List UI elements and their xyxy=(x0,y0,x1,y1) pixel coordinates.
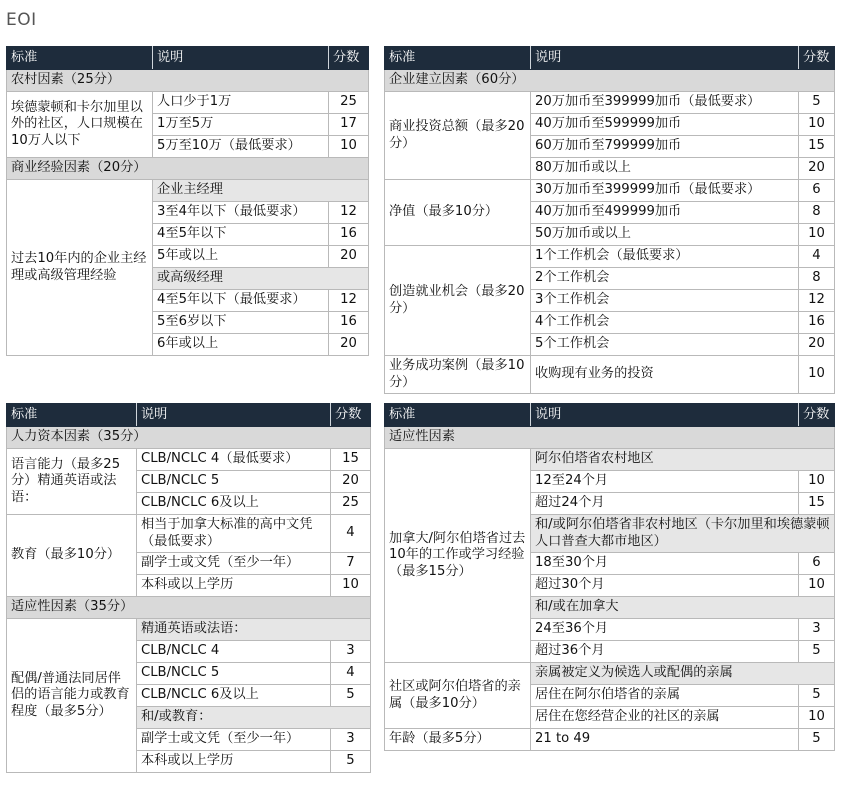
networth-pts: 8 xyxy=(799,202,835,224)
success-pts: 10 xyxy=(799,356,835,394)
networth-pts: 10 xyxy=(799,224,835,246)
spouse-language-desc: CLB/NCLC 6及以上 xyxy=(137,685,331,707)
header-points: 分数 xyxy=(329,47,369,70)
rural-desc: 人口少于1万 xyxy=(153,92,329,114)
jobs-desc: 5个工作机会 xyxy=(531,334,799,356)
nonrural-alberta-desc: 超过30个月 xyxy=(531,575,799,597)
success-criterion: 业务成功案例（最多10分） xyxy=(385,356,531,394)
nonrural-alberta-pts: 10 xyxy=(799,575,835,597)
jobs-pts: 8 xyxy=(799,268,835,290)
senior-pts: 20 xyxy=(329,334,369,356)
education-pts: 4 xyxy=(331,515,371,553)
jobs-pts: 12 xyxy=(799,290,835,312)
investment-desc: 80万加币或以上 xyxy=(531,158,799,180)
section-human-capital: 人力资本因素（35分） xyxy=(7,427,371,449)
senior-pts: 12 xyxy=(329,290,369,312)
table-human-capital xyxy=(6,403,371,773)
rural-alberta-subheading: 阿尔伯塔省农村地区 xyxy=(531,449,835,471)
rural-alberta-desc: 12至24个月 xyxy=(531,471,799,493)
nonrural-alberta-subheading: 和/或阿尔伯塔省非农村地区（卡尔加里和埃德蒙顿人口普查大都市地区） xyxy=(531,515,835,553)
rural-desc: 1万至5万 xyxy=(153,114,329,136)
education-pts: 10 xyxy=(331,575,371,597)
rural-desc: 5万至10万（最低要求） xyxy=(153,136,329,158)
spouse-education-pts: 3 xyxy=(331,729,371,751)
spouse-language-pts: 4 xyxy=(331,663,371,685)
networth-desc: 40万加币至499999加币 xyxy=(531,202,799,224)
work-experience-criterion: 加拿大/阿尔伯塔省过去10年的工作或学习经验（最多15分） xyxy=(385,449,531,663)
page-title: EOI xyxy=(6,10,37,30)
jobs-desc: 1个工作机会（最低要求） xyxy=(531,246,799,268)
investment-pts: 10 xyxy=(799,114,835,136)
owner-pts: 16 xyxy=(329,224,369,246)
networth-desc: 30万加币至399999加币（最低要求） xyxy=(531,180,799,202)
relatives-pts: 5 xyxy=(799,685,835,707)
section-rural: 农村因素（25分） xyxy=(7,70,369,92)
header-points: 分数 xyxy=(331,404,371,427)
canada-desc: 24至36个月 xyxy=(531,619,799,641)
header-criterion: 标准 xyxy=(7,47,153,70)
jobs-desc: 2个工作机会 xyxy=(531,268,799,290)
spouse-criterion: 配偶/普通法同居伴侣的语言能力或教育程度（最多5分） xyxy=(7,619,137,773)
networth-pts: 6 xyxy=(799,180,835,202)
language-desc: CLB/NCLC 6及以上 xyxy=(137,493,331,515)
header-criterion: 标准 xyxy=(7,404,137,427)
language-pts: 15 xyxy=(331,449,371,471)
age-pts: 5 xyxy=(799,729,835,751)
owner-desc: 3至4年以下（最低要求） xyxy=(153,202,329,224)
jobs-desc: 4个工作机会 xyxy=(531,312,799,334)
header-criterion: 标准 xyxy=(385,404,531,427)
senior-desc: 4至5年以下（最低要求） xyxy=(153,290,329,312)
spouse-education-pts: 5 xyxy=(331,751,371,773)
rural-alberta-desc: 超过24个月 xyxy=(531,493,799,515)
education-desc: 副学士或文凭（至少一年） xyxy=(137,553,331,575)
header-points: 分数 xyxy=(799,404,835,427)
owner-pts: 12 xyxy=(329,202,369,224)
header-criterion: 标准 xyxy=(385,47,531,70)
canada-pts: 3 xyxy=(799,619,835,641)
relatives-subheading: 亲属被定义为候选人或配偶的亲属 xyxy=(531,663,835,685)
language-pts: 25 xyxy=(331,493,371,515)
section-adaptability: 适应性因素（35分） xyxy=(7,597,371,619)
senior-desc: 6年或以上 xyxy=(153,334,329,356)
investment-desc: 20万加币至399999加币（最低要求） xyxy=(531,92,799,114)
relatives-pts: 10 xyxy=(799,707,835,729)
owner-desc: 4至5年以下 xyxy=(153,224,329,246)
investment-desc: 60万加币至799999加币 xyxy=(531,136,799,158)
relatives-desc: 居住在阿尔伯塔省的亲属 xyxy=(531,685,799,707)
rural-pts: 25 xyxy=(329,92,369,114)
jobs-pts: 4 xyxy=(799,246,835,268)
education-pts: 7 xyxy=(331,553,371,575)
nonrural-alberta-pts: 6 xyxy=(799,553,835,575)
rural-pts: 17 xyxy=(329,114,369,136)
rural-criterion: 埃德蒙顿和卡尔加里以外的社区，人口规模在10万人以下 xyxy=(7,92,153,158)
rural-pts: 10 xyxy=(329,136,369,158)
owner-subheading: 企业主经理 xyxy=(153,180,369,202)
spouse-language-subheading: 精通英语或法语： xyxy=(137,619,371,641)
senior-pts: 16 xyxy=(329,312,369,334)
jobs-desc: 3个工作机会 xyxy=(531,290,799,312)
language-desc: CLB/NCLC 5 xyxy=(137,471,331,493)
education-desc: 本科或以上学历 xyxy=(137,575,331,597)
success-desc: 收购现有业务的投资 xyxy=(531,356,799,394)
spouse-education-desc: 副学士或文凭（至少一年） xyxy=(137,729,331,751)
relatives-desc: 居住在您经营企业的社区的亲属 xyxy=(531,707,799,729)
rural-alberta-pts: 10 xyxy=(799,471,835,493)
education-criterion: 教育（最多10分） xyxy=(7,515,137,597)
networth-desc: 50万加币或以上 xyxy=(531,224,799,246)
spouse-language-desc: CLB/NCLC 4 xyxy=(137,641,331,663)
table-business-establishment xyxy=(384,46,835,394)
spouse-language-pts: 5 xyxy=(331,685,371,707)
section-establishment: 企业建立因素（60分） xyxy=(385,70,835,92)
jobs-pts: 20 xyxy=(799,334,835,356)
nonrural-alberta-desc: 18至30个月 xyxy=(531,553,799,575)
spouse-education-desc: 本科或以上学历 xyxy=(137,751,331,773)
education-desc: 相当于加拿大标准的高中文凭（最低要求） xyxy=(137,515,331,553)
jobs-criterion: 创造就业机会（最多20分） xyxy=(385,246,531,356)
header-description: 说明 xyxy=(531,47,799,70)
header-points: 分数 xyxy=(799,47,835,70)
language-criterion: 语言能力（最多25分）精通英语或法语： xyxy=(7,449,137,515)
section-business: 商业经验因素（20分） xyxy=(7,158,369,180)
header-description: 说明 xyxy=(153,47,329,70)
canada-subheading: 和/或在加拿大 xyxy=(531,597,835,619)
canada-pts: 5 xyxy=(799,641,835,663)
table-adaptability xyxy=(384,403,835,751)
header-description: 说明 xyxy=(531,404,799,427)
language-pts: 20 xyxy=(331,471,371,493)
canada-desc: 超过36个月 xyxy=(531,641,799,663)
investment-pts: 5 xyxy=(799,92,835,114)
networth-criterion: 净值（最多10分） xyxy=(385,180,531,246)
investment-pts: 20 xyxy=(799,158,835,180)
owner-desc: 5年或以上 xyxy=(153,246,329,268)
senior-subheading: 或高级经理 xyxy=(153,268,369,290)
table-rural-business xyxy=(6,46,369,356)
business-criterion: 过去10年内的企业主经理或高级管理经验 xyxy=(7,180,153,356)
age-criterion: 年龄（最多5分） xyxy=(385,729,531,751)
spouse-education-subheading: 和/或教育： xyxy=(137,707,371,729)
investment-pts: 15 xyxy=(799,136,835,158)
investment-desc: 40万加币至599999加币 xyxy=(531,114,799,136)
owner-pts: 20 xyxy=(329,246,369,268)
spouse-language-pts: 3 xyxy=(331,641,371,663)
investment-criterion: 商业投资总额（最多20分） xyxy=(385,92,531,180)
header-description: 说明 xyxy=(137,404,331,427)
jobs-pts: 16 xyxy=(799,312,835,334)
section-adaptability: 适应性因素 xyxy=(385,427,835,449)
relatives-criterion: 社区或阿尔伯塔省的亲属（最多10分） xyxy=(385,663,531,729)
spouse-language-desc: CLB/NCLC 5 xyxy=(137,663,331,685)
age-desc: 21 to 49 xyxy=(531,729,799,751)
language-desc: CLB/NCLC 4（最低要求） xyxy=(137,449,331,471)
rural-alberta-pts: 15 xyxy=(799,493,835,515)
senior-desc: 5至6岁以下 xyxy=(153,312,329,334)
